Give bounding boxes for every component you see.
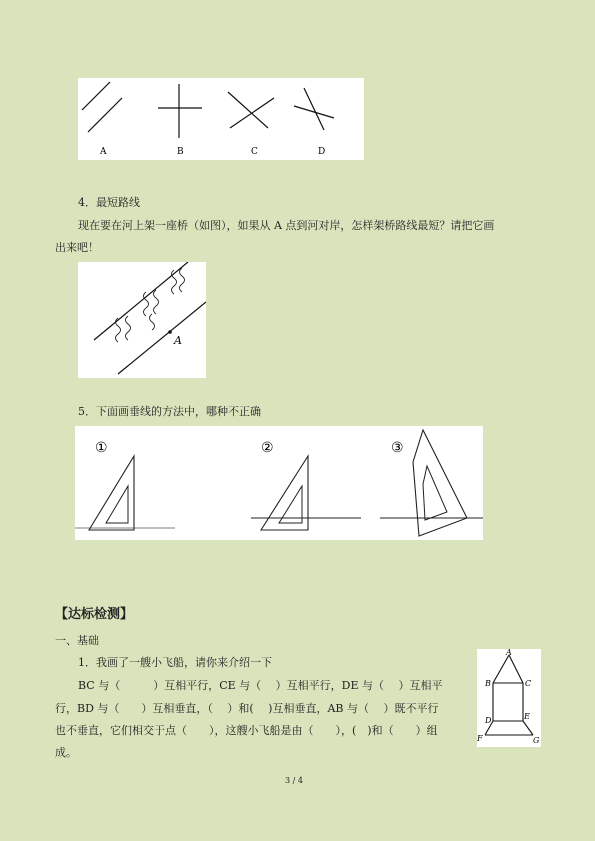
pair-c-line-2	[230, 98, 274, 128]
vertex-a-label: A	[506, 649, 512, 657]
pair-c-line-1	[228, 92, 268, 128]
pair-c-label: C	[251, 147, 258, 157]
method-2-label: ②	[261, 440, 274, 456]
pair-a-line-1	[82, 82, 110, 110]
river-bank-lower	[118, 302, 206, 374]
wave-mark	[126, 316, 131, 340]
perpendicular-methods-figure	[75, 426, 483, 540]
section-4-title: 4．最短路线	[78, 196, 140, 209]
basics-part-title: 一、基础	[55, 634, 99, 647]
segment-eg	[523, 721, 533, 735]
vertex-f-label: F	[477, 734, 483, 743]
pair-d-label: D	[318, 147, 326, 157]
method-2-set-square-inner	[279, 486, 302, 523]
method-3-set-square-outer	[413, 430, 467, 536]
point-a-label: A	[174, 334, 182, 347]
method-3-label: ③	[391, 440, 404, 456]
wave-mark	[180, 268, 185, 292]
spaceship-svg	[477, 649, 541, 747]
page-number: 3 / 4	[285, 776, 303, 785]
segment-ab	[493, 655, 509, 683]
section-5-title: 5．下面画垂线的方法中，哪种不正确	[78, 405, 261, 418]
river-bridge-figure	[78, 262, 206, 378]
river-svg	[78, 262, 206, 378]
line-pairs-figure	[78, 78, 364, 160]
method-1-set-square-inner	[106, 486, 128, 523]
set-square-svg	[75, 426, 483, 540]
question-1-line-3: 也不垂直，它们相交于点（ ），这艘小飞船是由（ ），( )和（ ）组	[55, 724, 438, 737]
check-heading: 【达标检测】	[55, 607, 134, 622]
question-1-line-4: 成。	[55, 746, 77, 759]
vertex-g-label: G	[533, 736, 540, 745]
line-pairs-svg	[78, 78, 364, 160]
section-4-text-line-2: 出来吧！	[55, 241, 99, 254]
spaceship-figure	[477, 649, 541, 747]
vertex-e-label: E	[524, 712, 530, 721]
pair-b-label: B	[177, 147, 184, 157]
vertex-d-label: D	[485, 716, 492, 725]
method-3-set-square-inner	[423, 466, 447, 520]
pair-d-line-1	[304, 88, 324, 130]
method-2-set-square-outer	[261, 456, 308, 530]
question-1-intro: 1．我画了一艘小飞船，请你来介绍一下	[78, 656, 272, 669]
segment-ac	[509, 655, 523, 683]
pair-a-line-2	[88, 98, 122, 132]
vertex-b-label: B	[485, 679, 491, 688]
section-4-text-line-1: 现在要在河上架一座桥（如图），如果从 A 点到河对岸，怎样架桥路线最短？请把它画	[78, 219, 495, 232]
wave-mark	[150, 314, 155, 330]
question-1-line-2: 行，BD 与（ ）互相垂直，（ ）和( )互相垂直，AB 与（ ）既不平行	[55, 702, 439, 715]
wave-mark	[154, 290, 159, 314]
method-1-set-square-outer	[89, 456, 134, 530]
pair-a-label: A	[100, 147, 107, 157]
vertex-c-label: C	[525, 679, 532, 688]
point-a	[168, 330, 172, 334]
question-1-line-1: BC 与（ ）互相平行，CE 与（ ）互相平行，DE 与（ ）互相平	[78, 679, 443, 692]
method-1-label: ①	[95, 440, 108, 456]
